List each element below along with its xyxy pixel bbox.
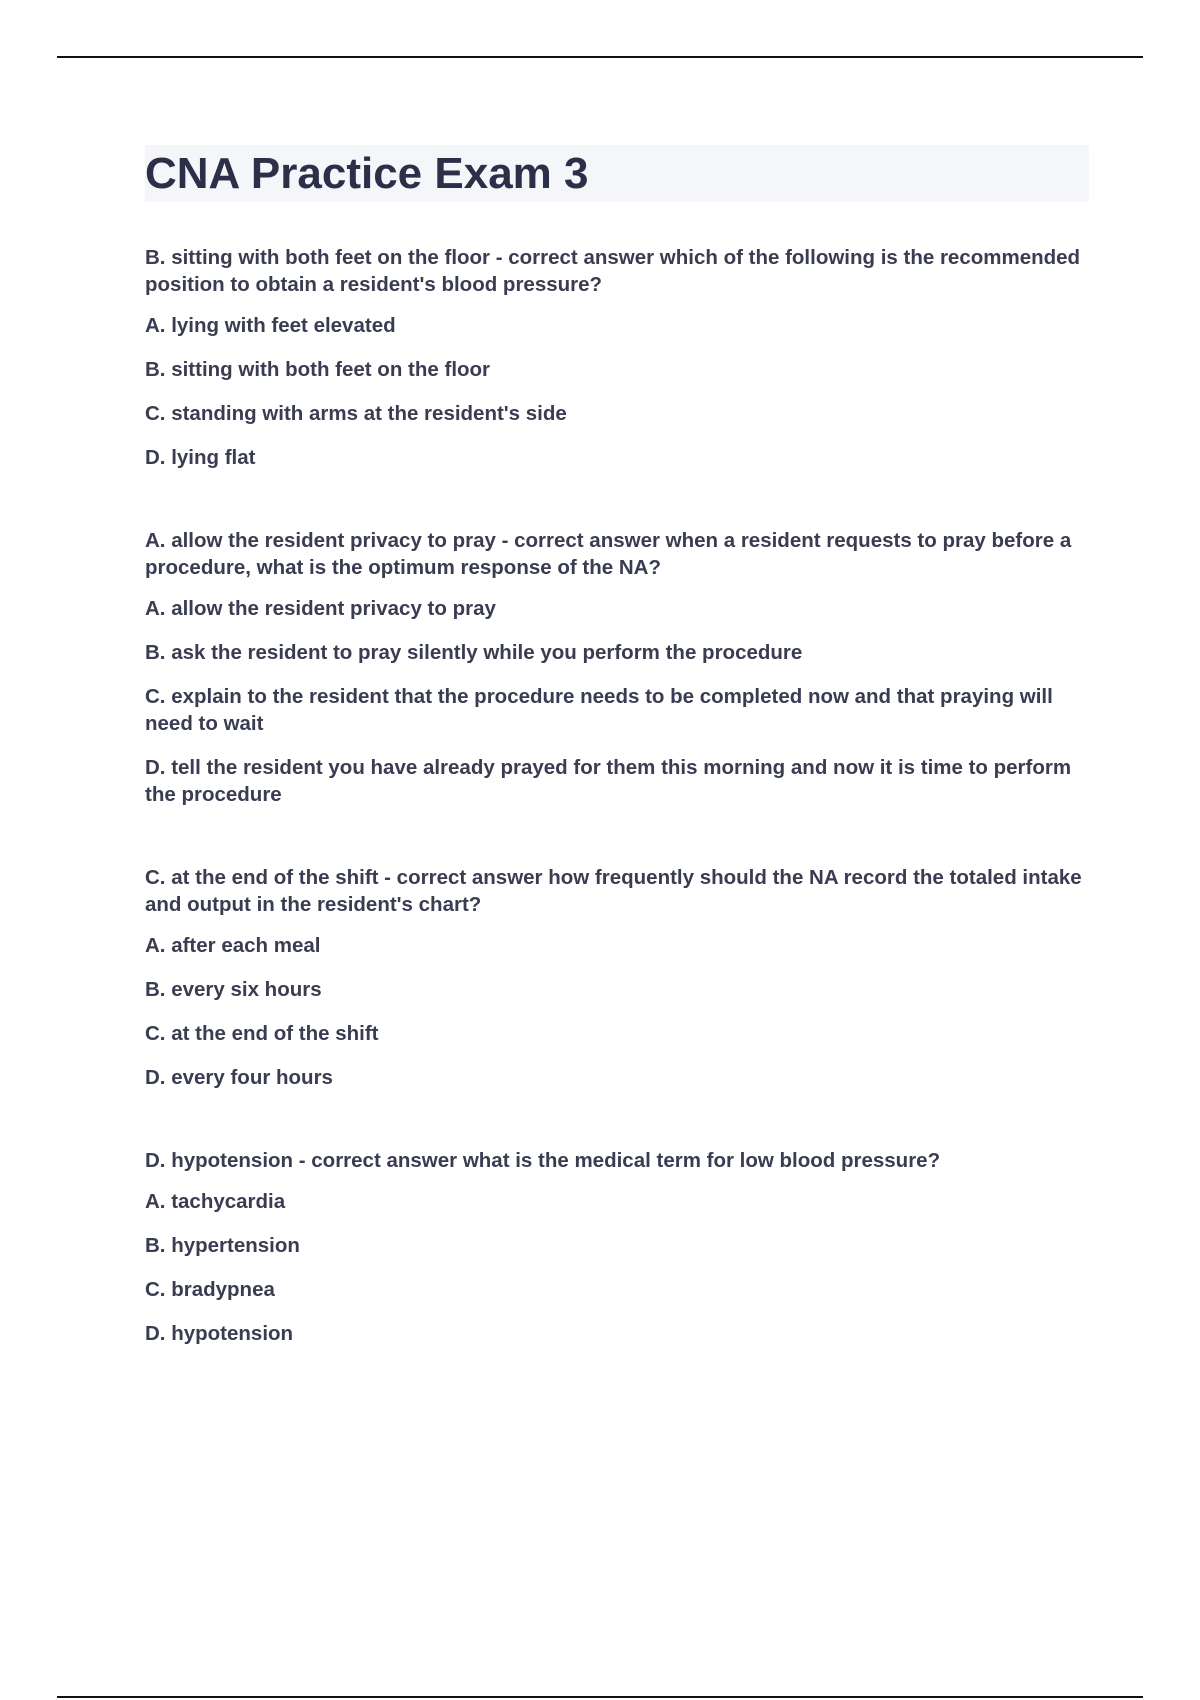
question-block-3 xyxy=(145,864,1089,1091)
option-list xyxy=(145,1188,1089,1347)
question-block-2 xyxy=(145,527,1089,808)
option-a: A. allow the resident privacy to pray xyxy=(145,597,496,620)
option-c: C. bradypnea xyxy=(145,1278,275,1301)
option-d: D. lying flat xyxy=(145,446,256,469)
question-block-4 xyxy=(145,1147,1089,1347)
bottom-rule xyxy=(57,1696,1143,1698)
option-d: D. every four hours xyxy=(145,1066,333,1089)
page-content xyxy=(145,145,1089,1347)
question-prompt: B. sitting with both feet on the floor - correct answer which of the following is the recommended position to obtain a resident's blood pressure? xyxy=(145,246,1081,296)
option-d: D. hypotension xyxy=(145,1322,294,1345)
option-c: C. at the end of the shift xyxy=(145,1022,379,1045)
top-rule xyxy=(57,56,1143,58)
option-b: B. every six hours xyxy=(145,978,322,1001)
option-list xyxy=(145,932,1089,1091)
question-block-1 xyxy=(145,244,1089,471)
option-a: A. lying with feet elevated xyxy=(145,314,396,337)
option-c: C. standing with arms at the resident's side xyxy=(145,402,567,425)
option-list xyxy=(145,595,1089,808)
option-a: A. tachycardia xyxy=(145,1190,286,1213)
option-b: B. sitting with both feet on the floor xyxy=(145,358,491,381)
option-a: A. after each meal xyxy=(145,934,321,957)
page-title: CNA Practice Exam 3 xyxy=(145,149,589,198)
question-prompt: A. allow the resident privacy to pray - correct answer when a resident requests to pray before a procedure, what is the optimum response of the NA? xyxy=(145,529,1072,579)
option-b: B. ask the resident to pray silently while you perform the procedure xyxy=(145,641,803,664)
option-list xyxy=(145,312,1089,471)
question-prompt: D. hypotension - correct answer what is the medical term for low blood pressure? xyxy=(145,1149,941,1172)
option-c: C. explain to the resident that the procedure needs to be completed now and that praying will need to wait xyxy=(145,685,1053,735)
option-d: D. tell the resident you have already prayed for them this morning and now it is time to perform the procedure xyxy=(145,756,1072,806)
option-b: B. hypertension xyxy=(145,1234,300,1257)
question-prompt: C. at the end of the shift - correct answer how frequently should the NA record the totaled intake and output in the resident's chart? xyxy=(145,866,1082,916)
title-band xyxy=(145,145,1089,202)
